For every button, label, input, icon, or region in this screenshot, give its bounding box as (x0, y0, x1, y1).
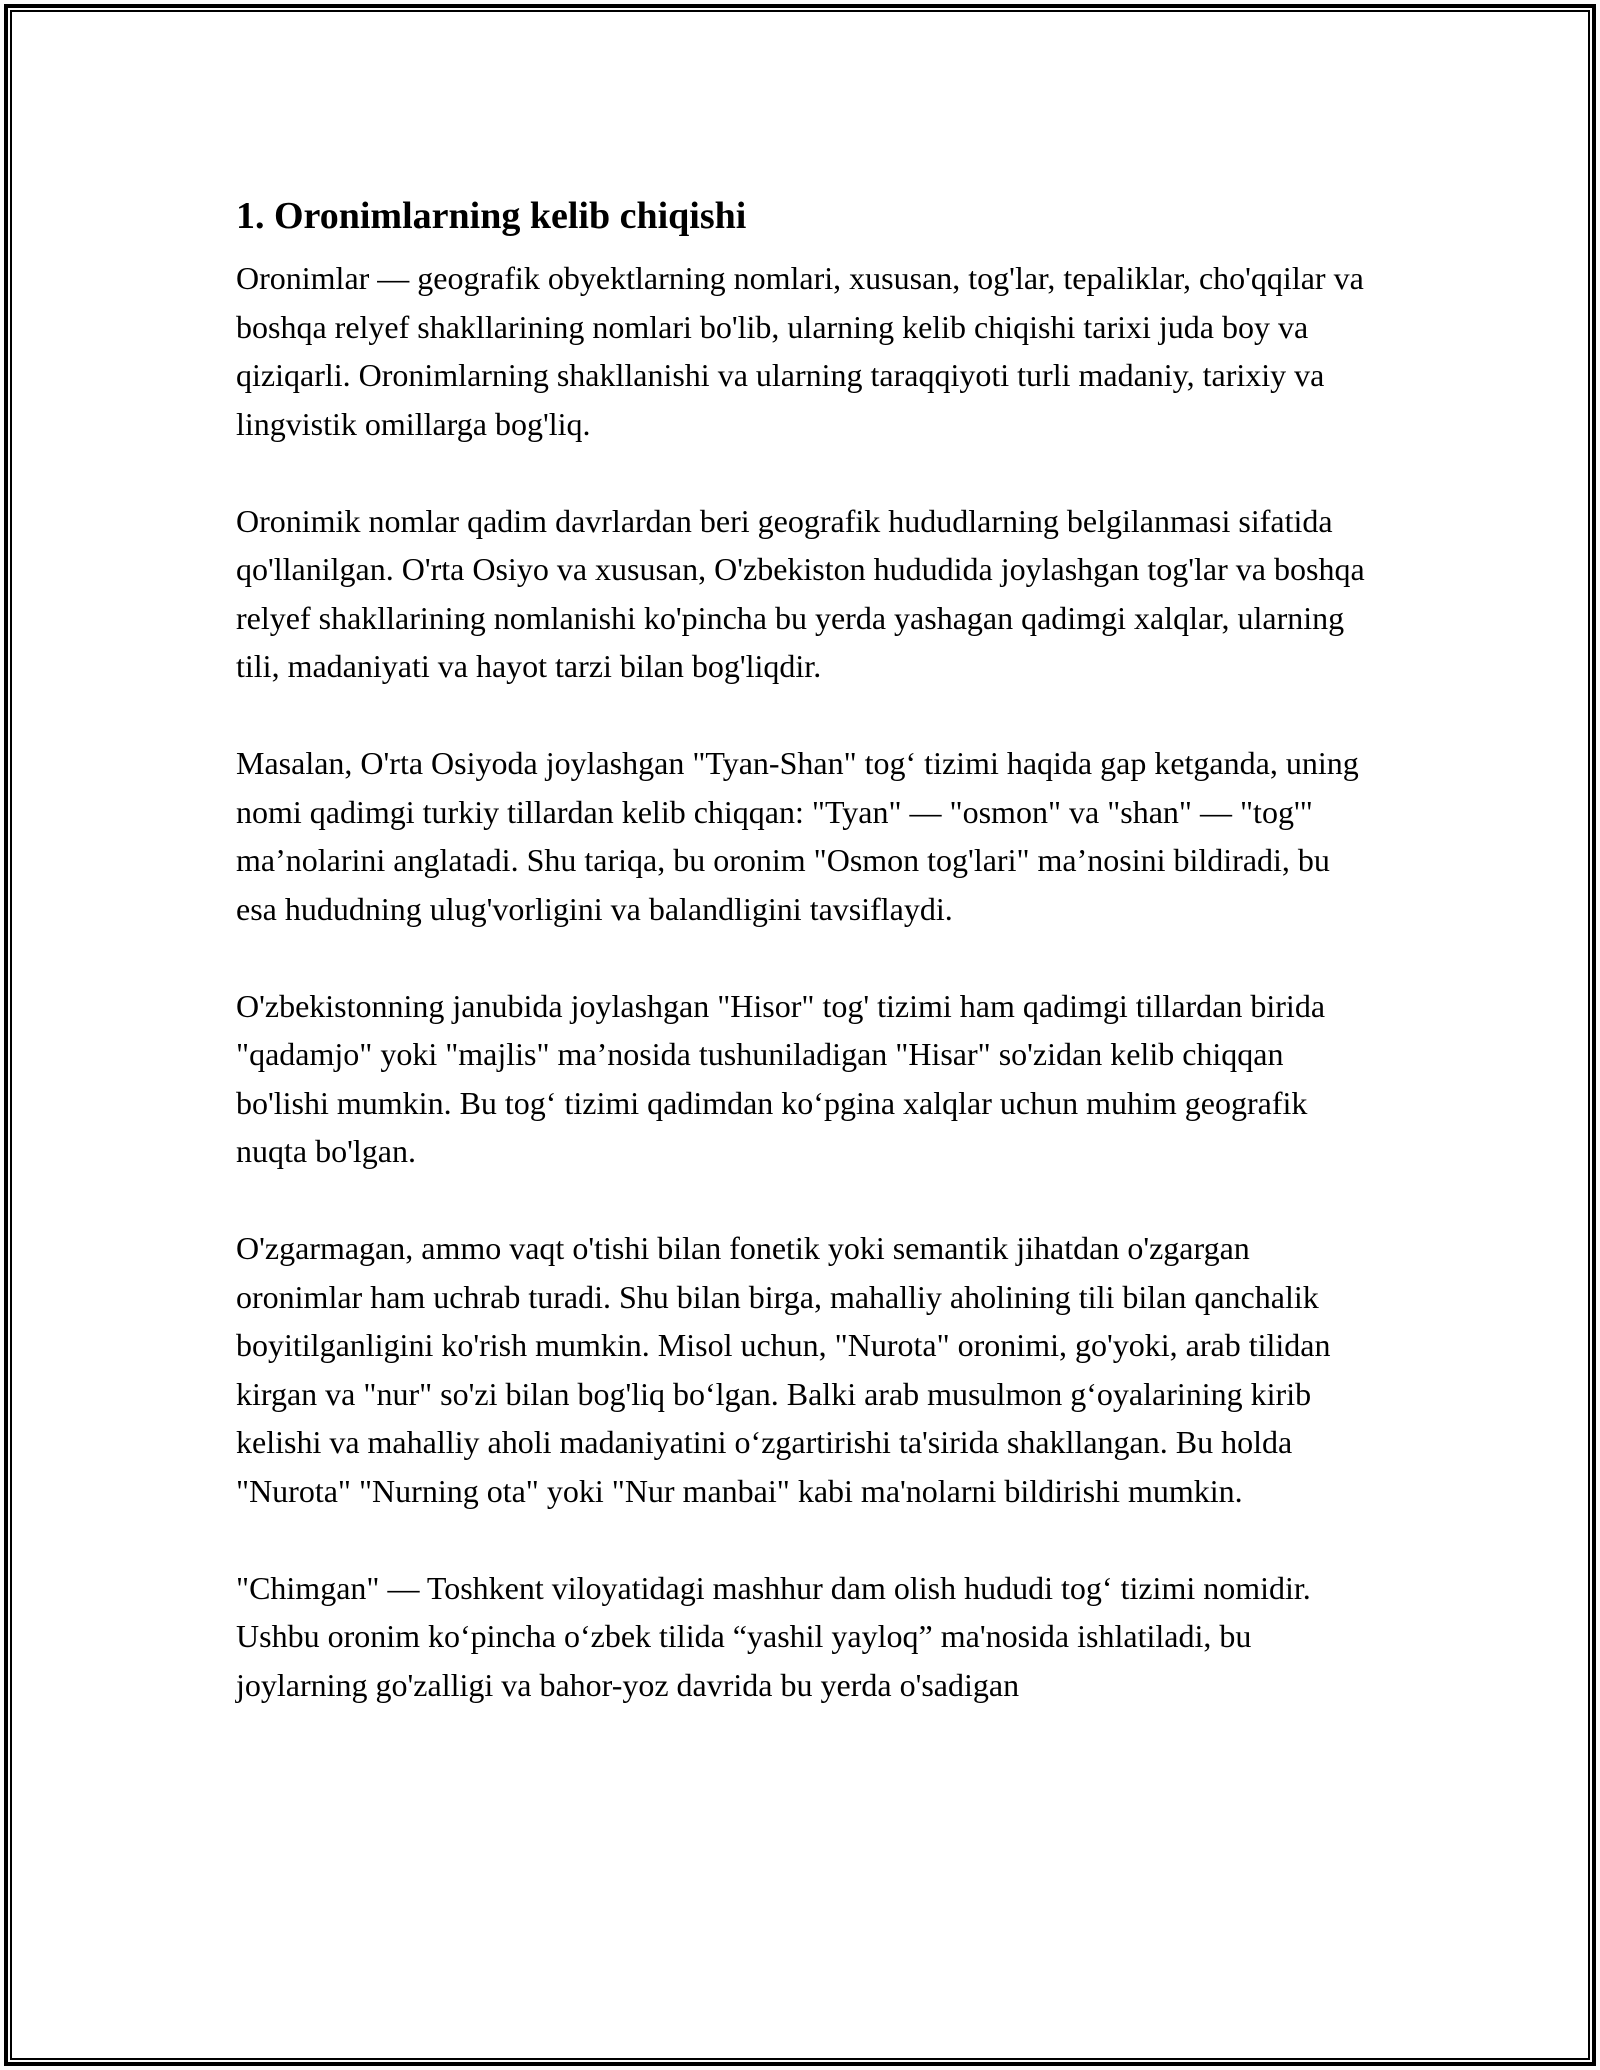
paragraph-6: "Chimgan" — Toshkent viloyatidagi mashhur dam olish hududi tog‘ tizimi nomidir. Ushbu oronim ko‘pincha o‘zbek tilida “yashil yayloq” ma'nosida ishlatiladi, bu joylarning go'zalligi va bahor-yoz davrida bu yerda o'sadigan (236, 1569, 1311, 1703)
section-title: 1. Oronimlarning kelib chiqishi (236, 195, 747, 237)
paragraph-5: O'zgarmagan, ammo vaqt o'tishi bilan fonetik yoki semantik jihatdan o'zgargan oronimlar ham uchrab turadi. Shu bilan birga, mahalliy aholining tili bilan qanchalik boyitilganligini ko'rish mumkin. Misol uchun, "Nurota" oronimi, go'yoki, arab tilidan kirgan va "nur" so'zi bilan bog'liq bo‘lgan. Balki arab musulmon g‘oyalarining kirib kelishi va mahalliy aholi madaniyatini o‘zgartirishi ta'sirida shakllangan. Bu holda "Nurota" "Nurning ota" yoki "Nur manbai" kabi ma'nolarni bildirishi mumkin. (236, 1230, 1331, 1509)
paragraph-3: Masalan, O'rta Osiyoda joylashgan "Tyan-Shan" tog‘ tizimi haqida gap ketganda, uning nomi qadimgi turkiy tillardan kelib chiqqan: "Tyan" — "osmon" va "shan" — "tog'" ma’nolarini anglatadi. Shu tariqa, bu oronim "Osmon tog'lari" ma’nosini bildiradi, bu esa hududning ulug'vorligini va balandligini tavsiflaydi. (236, 745, 1359, 927)
paragraph-4: O'zbekistonning janubida joylashgan "Hisor" tog' tizimi ham qadimgi tillardan birida "qadamjo" yoki "majlis" ma’nosida tushuniladigan "Hisar" so'zidan kelib chiqqan bo'lishi mumkin. Bu tog‘ tizimi qadimdan ko‘pgina xalqlar uchun muhim geografik nuqta bo'lgan. (236, 987, 1326, 1169)
paragraph-1: Oronimlar — geografik obyektlarning nomlari, xususan, tog'lar, tepaliklar, cho'qqilar va boshqa relyef shakllarining nomlari bo'lib, ularning kelib chiqishi tarixi juda boy va qiziqarli. Oronimlarning shakllanishi va ularning taraqqiyoti turli madaniy, tarixiy va lingvistik omillarga bog'liq. (236, 260, 1364, 442)
document-body (236, 188, 1376, 1709)
paragraph-2: Oronimik nomlar qadim davrlardan beri geografik hududlarning belgilanmasi sifatida qo'llanilgan. O'rta Osiyo va xususan, O'zbekiston hududida joylashgan tog'lar va boshqa relyef shakllarining nomlanishi ko'pincha bu yerda yashagan qadimgi xalqlar, ularning tili, madaniyati va hayot tarzi bilan bog'liqdir. (236, 502, 1365, 684)
